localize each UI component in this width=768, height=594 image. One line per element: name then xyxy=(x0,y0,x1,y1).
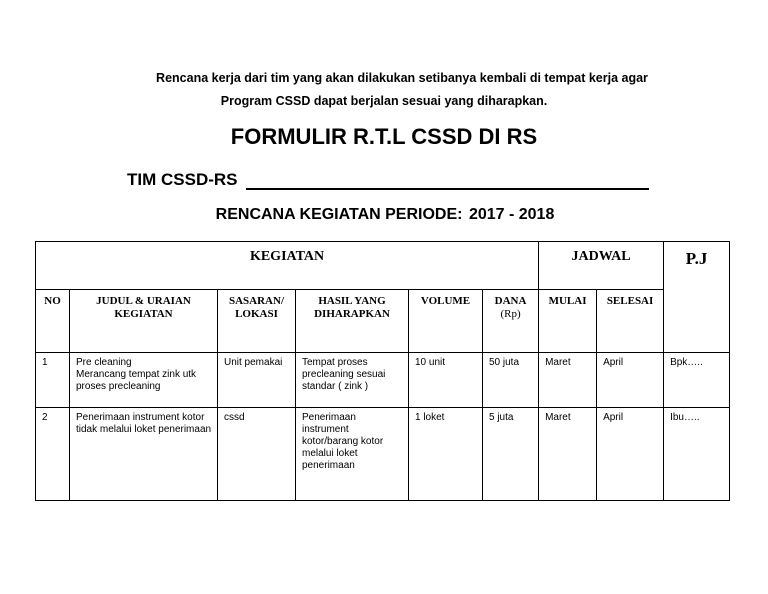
cell-dana: 50 juta xyxy=(483,353,539,408)
col-header-dana xyxy=(483,290,539,353)
cell-no: 2 xyxy=(36,408,70,501)
periode-heading xyxy=(0,206,768,224)
tim-field xyxy=(127,170,649,190)
tim-blank-line xyxy=(246,172,649,190)
group-kegiatan-header: KEGIATAN xyxy=(36,242,539,290)
cell-sasaran: Unit pemakai xyxy=(218,353,296,408)
cell-judul: Pre cleaning Merancang tempat zink utk proses precleaning xyxy=(70,353,218,408)
cell-mulai: Maret xyxy=(539,353,597,408)
group-jadwal-header: JADWAL xyxy=(539,242,664,290)
col-header-selesai: SELESAI xyxy=(597,290,664,353)
cell-hasil: Penerimaan instrument kotor/barang kotor melalui loket penerimaan xyxy=(296,408,409,501)
col-header-sasaran: SASARAN/ LOKASI xyxy=(218,290,296,353)
col-header-no: NO xyxy=(36,290,70,353)
intro-line-1: Rencana kerja dari tim yang akan dilakukan setibanya kembali di tempat kerja agar xyxy=(156,71,648,85)
cell-no: 1 xyxy=(36,353,70,408)
periode-label: RENCANA KEGIATAN PERIODE: xyxy=(215,206,463,223)
col-header-dana-unit: (Rp) xyxy=(500,308,521,320)
form-title: FORMULIR R.T.L CSSD DI RS xyxy=(230,124,538,149)
cell-selesai: April xyxy=(597,408,664,501)
col-header-volume: VOLUME xyxy=(409,290,483,353)
cell-selesai: April xyxy=(597,353,664,408)
rtl-table xyxy=(35,241,730,501)
cell-volume: 1 loket xyxy=(409,408,483,501)
cell-hasil: Tempat proses precleaning sesuai standar ( zink ) xyxy=(296,353,409,408)
table-row xyxy=(36,408,730,501)
cell-pj: Ibu….. xyxy=(664,408,730,501)
tim-label: TIM CSSD-RS xyxy=(127,170,238,189)
col-header-hasil: HASIL YANG DIHARAPKAN xyxy=(296,290,409,353)
pj-header: P.J xyxy=(664,242,730,353)
cell-pj: Bpk….. xyxy=(664,353,730,408)
col-header-mulai: MULAI xyxy=(539,290,597,353)
intro-line-2: Program CSSD dapat berjalan sesuai yang diharapkan. xyxy=(220,94,548,108)
cell-judul: Penerimaan instrument kotor tidak melalui loket penerimaan xyxy=(70,408,218,501)
cell-volume: 10 unit xyxy=(409,353,483,408)
col-header-judul: JUDUL & URAIAN KEGIATAN xyxy=(70,290,218,353)
cell-mulai: Maret xyxy=(539,408,597,501)
cell-dana: 5 juta xyxy=(483,408,539,501)
table-row xyxy=(36,353,730,408)
periode-value: 2017 - 2018 xyxy=(468,206,555,223)
cell-sasaran: cssd xyxy=(218,408,296,501)
col-header-dana-label: DANA xyxy=(494,295,527,307)
